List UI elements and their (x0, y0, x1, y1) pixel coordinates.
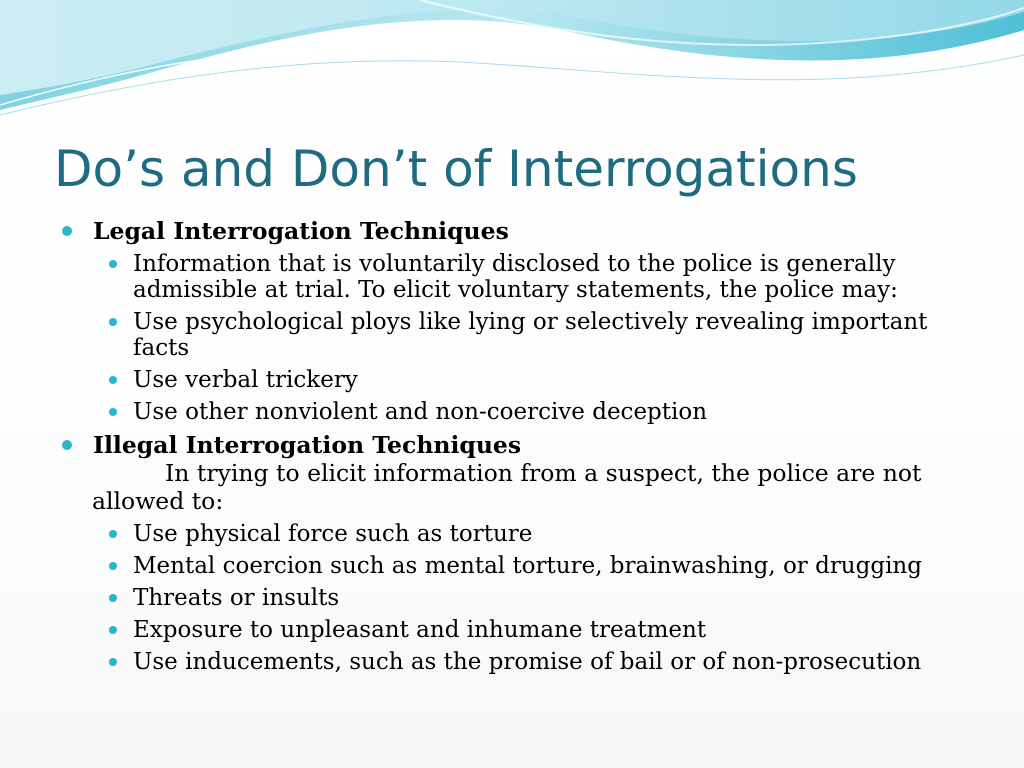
bullet-icon (109, 318, 117, 326)
section-description-text: In trying to elicit information from a suspect, the police are not allowed to: (92, 459, 922, 515)
list-item-text: Mental coercion such as mental torture, brainwashing, or drugging (133, 553, 922, 579)
list-item (133, 617, 960, 643)
list-item-text: Use physical force such as torture (133, 521, 533, 547)
list-item-text: Use other nonviolent and non-coercive deception (133, 399, 708, 425)
list-item (133, 585, 960, 611)
bullet-icon (62, 226, 72, 236)
list-item (133, 399, 960, 425)
list-item-text: Information that is voluntarily disclosed to the police is generally admissible at trial. To elicit voluntary statements, the police may: (133, 251, 898, 303)
list-item (133, 649, 960, 675)
section-description (92, 459, 960, 515)
list-item-text: Use inducements, such as the promise of bail or of non-prosecution (133, 649, 922, 675)
bullet-icon (109, 594, 117, 602)
slide-title: Do’s and Don’t of Interrogations (54, 140, 858, 198)
list-item-text: Threats or insults (133, 585, 340, 611)
bullet-icon (62, 440, 72, 450)
bullet-icon (109, 626, 117, 634)
bullet-icon (109, 260, 117, 268)
section-heading: Legal Interrogation Techniques (93, 217, 509, 245)
bullet-icon (109, 658, 117, 666)
section-illegal (60, 431, 960, 515)
section-legal (60, 217, 960, 245)
section-heading: Illegal Interrogation Techniques (93, 431, 522, 459)
list-item (133, 251, 960, 303)
list-item (133, 521, 960, 547)
bullet-icon (109, 562, 117, 570)
slide-content (60, 217, 960, 675)
header-wave-decoration (0, 0, 1024, 130)
bullet-icon (109, 530, 117, 538)
list-item (133, 367, 960, 393)
list-item-text: Use verbal trickery (133, 367, 358, 393)
list-item-text: Use psychological ploys like lying or selectively revealing important facts (133, 309, 928, 361)
bullet-icon (109, 376, 117, 384)
list-item (133, 309, 960, 361)
list-item-text: Exposure to unpleasant and inhumane treatment (133, 617, 707, 643)
bullet-icon (109, 408, 117, 416)
list-item (133, 553, 960, 579)
